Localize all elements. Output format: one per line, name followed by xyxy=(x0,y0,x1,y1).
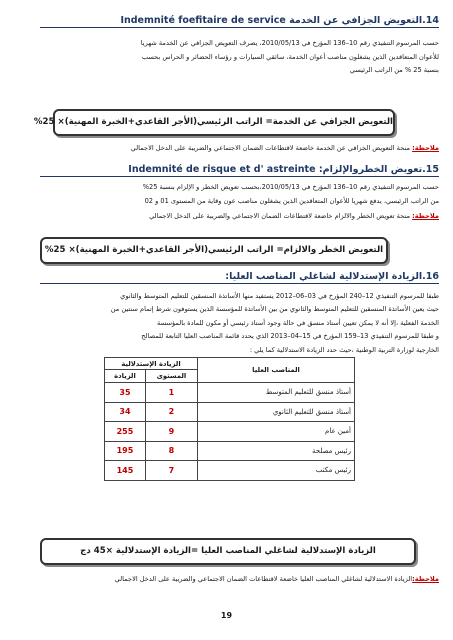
table-row xyxy=(105,402,355,422)
section-16-formula: الزيادة الإستدلالية لشاغلي المناصب العليا =الزيادة الإستدلالية ×45 دج xyxy=(40,538,416,565)
table-cell-post: أستاذ منسق للتعليم الثانوي xyxy=(198,402,355,422)
section-14-title xyxy=(40,15,439,28)
note-label: ملاحظة: xyxy=(412,212,439,220)
table-cell-level: 2 xyxy=(145,402,197,422)
section-15-line: حسب المرسوم التنفيذي رقم 10–136 المؤرخ في 2010/05/13،بحسب تعويض الخطر و الإلزام بنسبة 25% xyxy=(142,183,439,191)
table-header-post: المناصب العليا xyxy=(198,358,355,383)
section-14-body xyxy=(14,37,439,78)
increase-table xyxy=(104,357,355,481)
table-cell-increase: 35 xyxy=(105,383,146,403)
section-15-title xyxy=(40,164,439,177)
section-15-title-fr: Indemnité de risque et d' astreinte xyxy=(128,164,316,175)
section-16-body xyxy=(14,290,439,357)
section-16-line: حيث يعين الأساتذة المنسقين للتعليم المتوسط والثانوي من بين الأساتذة للمؤسسة الذين يستوفون شرط إتمام سنتين من xyxy=(110,305,439,314)
table-row xyxy=(105,383,355,403)
table-cell-post: أمين عام xyxy=(198,422,355,442)
section-16-title: 16.الزيادة الإستدلالية لشاغلي المناصب العليا: xyxy=(40,271,439,284)
table-cell-post: رئيس مصلحة xyxy=(198,441,355,461)
table-header-level: المستوى xyxy=(145,370,197,383)
table-header-group: الزيادة الإستدلالية xyxy=(105,358,198,370)
page-number: 19 xyxy=(220,611,233,620)
table-cell-level: 7 xyxy=(145,461,197,481)
note-text: الزيادة الاستدلالية لشاغلي المناصب العليا خاضعة لاقتطاعات الضمان الاجتماعي والضريبة على الدخل الاجمالي xyxy=(114,575,413,583)
table-cell-post: رئيس مكتب xyxy=(198,461,355,481)
section-16-line: و طبقا للمرسوم التنفيذي 13–159 المؤرخ في 15–04–2013 الذي يحدد قائمة المناصب العليا التابعة للمصالح xyxy=(141,332,439,341)
section-15-body xyxy=(14,181,439,208)
note-label: ملاحظة: xyxy=(412,575,439,583)
section-14-line: للأعوان المتعاقدين الذين يشغلون مناصب أعوان الخدمة، سائقي السيارات و رؤساء الحضائر و الحراس بحسب xyxy=(141,52,439,61)
table-cell-increase: 34 xyxy=(105,402,146,422)
section-14-title-ar: 14.التعويض الجزافي عن الخدمة xyxy=(289,15,439,26)
table-row xyxy=(105,441,355,461)
section-16-line: الخدمة الفعلية ،إلا أنه لا يمكن تعيين أستاذ منسق في حالة وجود أستاذ رئيسي أو مكون للمادة بالمؤسسة xyxy=(157,318,439,327)
section-16-line: الخارجية لوزارة التربية الوطنية ،حيث حدد الزيادة الاستدلالية كما يلي : xyxy=(249,345,439,354)
table-cell-level: 1 xyxy=(145,383,197,403)
table-cell-post: أستاذ منسق للتعليم المتوسط xyxy=(198,383,355,403)
note-text: منحة تعويض الخطر والالزام خاضعة لاقتطاعات الضمان الاجتماعي والضريبة على الدخل الاجمالي xyxy=(149,212,413,220)
section-15-line: من الراتب الرئيسي، يدفع شهريا للأعوان المتعاقدين الذين يشغلون مناصب عون وقاية من المستوى 01 و 02 xyxy=(144,196,439,205)
section-14-note xyxy=(14,142,439,154)
table-header-increase: الزيادة xyxy=(105,370,146,383)
table-cell-increase: 195 xyxy=(105,441,146,461)
section-14-title-fr: Indemnité foefitaire de service xyxy=(120,15,286,26)
table-cell-increase: 255 xyxy=(105,422,146,442)
table-cell-level: 8 xyxy=(145,441,197,461)
section-16-note xyxy=(14,573,439,585)
section-15-formula: التعويض الخطر والالزام= الراتب الرئيسي(الأجر القاعدي+الخبرة المهنية)× 25% xyxy=(40,237,388,264)
note-text: منحة التعويض الجزافي عن الخدمة خاضعة لاقتطاعات الضمان الاجتماعي والضريبة على الدخل الاجمالي xyxy=(130,144,413,152)
section-14-line: بنسبة 25 % من الراتب الرئيسي xyxy=(349,66,439,74)
table-cell-level: 9 xyxy=(145,422,197,442)
section-16-line: طبقا للمرسوم التنفيذي 12–240 المؤرخ في 03–06–2012 يستفيد منها الأساتذة المنسقين للتعليم المتوسط والثانوي xyxy=(120,292,439,300)
table-row xyxy=(105,461,355,481)
section-15-title-ar: 15.تعويض الخطروالإلزام: xyxy=(318,164,439,175)
section-14-line: حسب المرسوم التنفيذي رقم 10–136 المؤرخ في 2010/05/13، يصرف التعويض الجزافي عن الخدمة شهريا xyxy=(140,39,439,47)
note-label: ملاحظة: xyxy=(412,144,439,152)
table-cell-increase: 145 xyxy=(105,461,146,481)
table-row xyxy=(105,422,355,442)
section-15-note xyxy=(14,210,439,222)
section-14-formula: التعويض الجزافي عن الخدمة= الراتب الرئيسي(الأجر القاعدي+الخبرة المهنية)× 25% xyxy=(53,109,395,136)
